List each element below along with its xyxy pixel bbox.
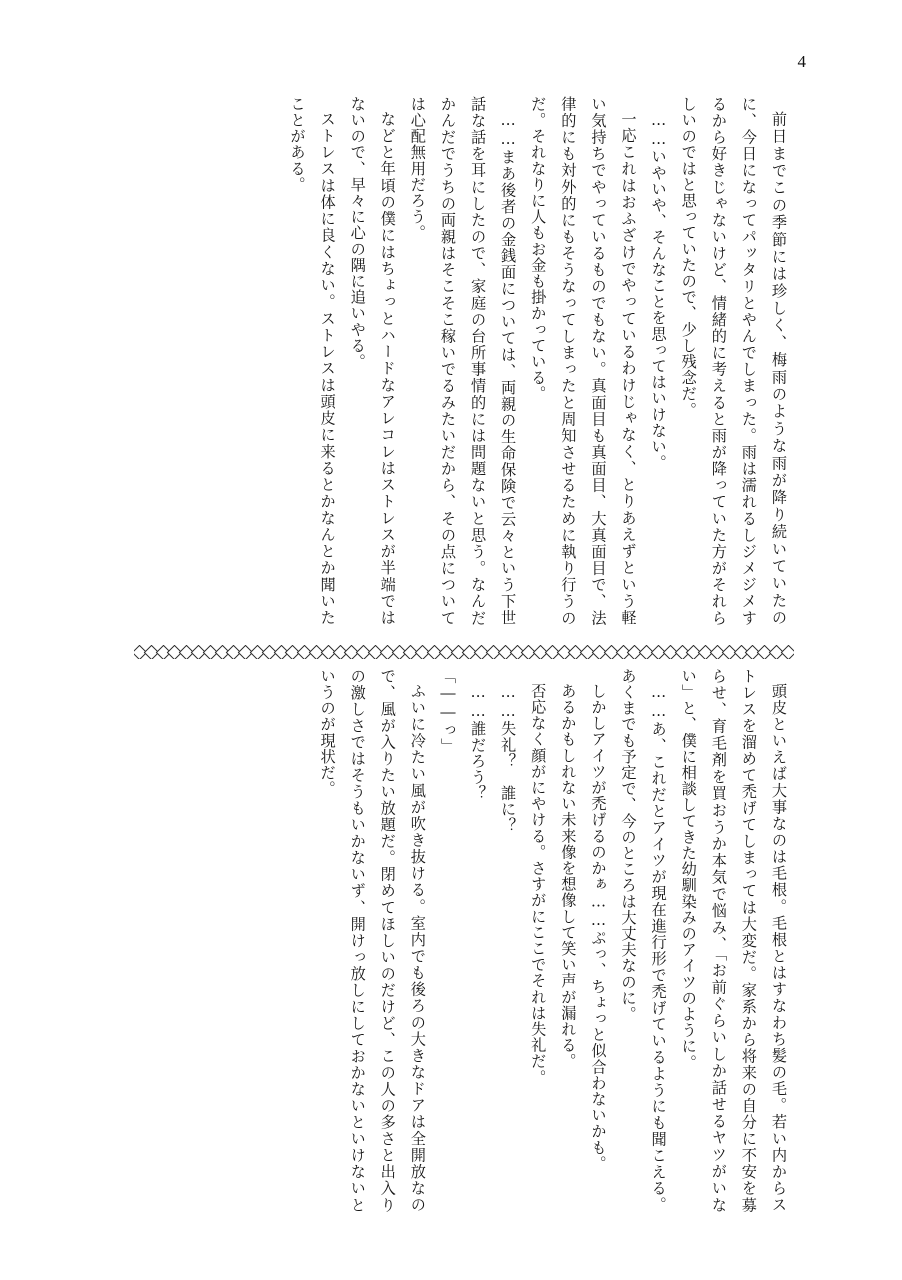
paragraph: 頭皮といえば大事なのは毛根。毛根とはすなわち髪の毛。若い内からストレスを溜めて禿げてしまっては大変だ。家系から将来の自分に不安を募らせ、育毛剤を買おうか本気で悩み、「お前ぐらいしか話せるヤツがいない」と、僕に相談してきた幼馴染みのアイツのように。 bbox=[679, 668, 788, 1213]
bottom-vertical-text bbox=[104, 668, 794, 1213]
paragraph: 前日までこの季節には珍しく、梅雨のような雨が降り続いていたのに、今日になってパッタリとやんでしまった。雨は濡れるしジメジメするから好きじゃないけど、情緒的に考えると雨が降っていた方がそれらしいのではと思っていたので、少し残念だ。 bbox=[679, 96, 788, 626]
paragraph: 一応これはおふざけでやっているわけじゃなく、とりあえずという軽い気持ちでやっているものでもない。真面目も真面目、大真面目で、法律的にも対外的にもそうなってしまったと周知させるために執り行うのだ。それなりに人もお金も掛かっている。 bbox=[529, 96, 638, 626]
page-number: 4 bbox=[797, 52, 806, 71]
paragraph: ……失礼？ 誰に？ bbox=[499, 683, 518, 834]
paragraph: ……誰だろう？ bbox=[469, 683, 488, 802]
paragraph: ……いやいや、そんなことを思ってはいけない。 bbox=[649, 111, 668, 471]
paragraph: ふいに冷たい風が吹き抜ける。室内でも後ろの大きなドアは全開放なので、風が入りたい放題だ。閉めてほしいのだけど、この人の多さと出入りの激しさではそうもいかないず、開けっ放しにしておかないといけないというのが現状だ。 bbox=[318, 668, 427, 1213]
paragraph: 否応なく顔がにやける。さすがにここでそれは失礼だ。 bbox=[529, 683, 548, 1086]
bottom-text-section bbox=[104, 668, 794, 1213]
paragraph: あるかもしれない未来像を想像して笑い声が漏れる。 bbox=[559, 683, 578, 1070]
diamond-icon bbox=[781, 645, 794, 659]
paragraph: ……あ、これだとアイツが現在進行形で禿げているようにも聞こえる。あくまでも予定で、今のところは大丈夫なのに。 bbox=[619, 668, 668, 1213]
paragraph: 「――っ」 bbox=[438, 668, 457, 755]
paragraph: などと年頃の僕にはちょっとハードなアレコレはストレスが半端ではないので、早々に心の隅に追いやる。 bbox=[348, 96, 397, 626]
paragraph: ストレスは体に良くない。ストレスは頭皮に来るとかなんとか聞いたことがある。 bbox=[288, 96, 337, 626]
paragraph: ……まあ後者の金銭面については、両親の生命保険で云々という下世話な話を耳にしたので、家庭の台所事情的には問題ないと思う。なんだかんだでうちの両親はそこそこ稼いでるみたいだから、その点については心配無用だろう。 bbox=[408, 96, 518, 626]
top-vertical-text bbox=[104, 96, 794, 626]
diamond-divider bbox=[134, 645, 794, 659]
paragraph: しかしアイツが禿げるのかぁ……ぷっ、ちょっと似合わないかも。 bbox=[589, 683, 608, 1172]
top-text-section bbox=[104, 96, 794, 626]
